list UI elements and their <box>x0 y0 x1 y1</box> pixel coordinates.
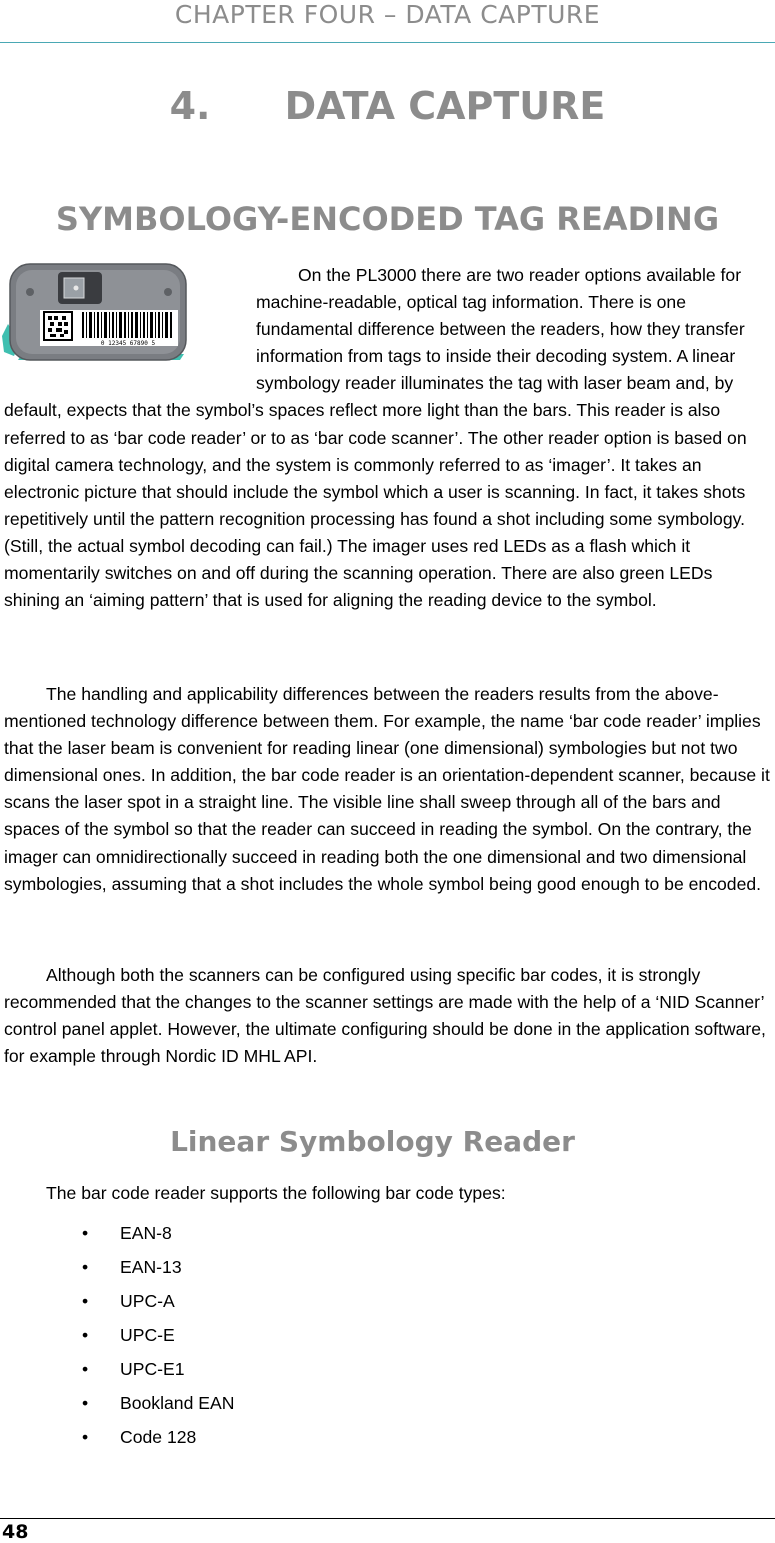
bullet-icon: • <box>82 1291 89 1311</box>
configuration-paragraph-text: Although both the scanners can be configured using specific bar codes, it is strongly recommended that the changes to the scanner settings are made with the help of a ‘NID Scanner’ control panel applet. However, the ultimate configuring should be done in the application software, for example through Nordic ID MHL API. <box>4 965 766 1067</box>
list-item <box>0 1218 234 1252</box>
bullet-icon: • <box>82 1257 89 1277</box>
bullet-icon: • <box>82 1223 89 1243</box>
barcode-digits: 0 12345 67890 5 <box>100 340 156 347</box>
list-item-label: Code 128 <box>120 1427 197 1447</box>
list-item <box>0 1252 234 1286</box>
list-item <box>0 1286 234 1320</box>
chapter-heading <box>0 82 775 130</box>
bullet-icon: • <box>82 1427 89 1447</box>
list-item-label: UPC-E <box>120 1325 175 1345</box>
bullet-icon: • <box>82 1393 89 1413</box>
intro-paragraph <box>4 262 772 614</box>
supported-types-intro <box>4 1180 772 1207</box>
list-item <box>0 1354 234 1388</box>
list-item-label: UPC-E1 <box>120 1359 185 1379</box>
intro-paragraph-text: On the PL3000 there are two reader options available for machine-readable, optical tag information. There is one fundamental difference between the readers, how they transfer information from tags to inside their decoding system. A linear symbology reader illuminates the tag with laser beam and, by default, expects that the symbol’s spaces reflect more light than the bars. This reader is also referred to as ‘bar code reader’ or to as ‘bar code scanner’. The other reader option is based on digital camera technology, and the system is commonly referred to as ‘imager’. It takes an electronic picture that should include the symbol which a user is scanning. In fact, it takes shots repetitively until the pattern recognition processing has found a shot including some symbology. (Still, the actual symbol decoding can fail.) The imager uses red LEDs as a flash which it momentarily switches on and off during the scanning operation. There are also green LEDs shining an ‘aiming pattern’ that is used for aligning the reading device to the symbol. <box>4 265 747 611</box>
header-divider <box>0 42 775 43</box>
differences-paragraph-text: The handling and applicability differences between the readers results from the above-mentioned technology difference between them. For example, the name ‘bar code reader’ implies that the laser beam is convenient for reading linear (one dimensional) symbologies but not two dimensional ones. In addition, the bar code reader is an orientation-dependent scanner, because it scans the laser spot in a straight line. The visible line shall sweep through all of the bars and spaces of the symbol so that the reader can succeed in reading the symbol. On the contrary, the imager can omnidirectionally succeed in reading both the one dimensional and two dimensional symbologies, assuming that a shot includes the whole symbol being good enough to be encoded. <box>4 684 770 894</box>
list-item <box>0 1422 234 1456</box>
bullet-icon: • <box>82 1359 89 1379</box>
subsection-heading: Linear Symbology Reader <box>170 1125 575 1158</box>
running-header: CHAPTER FOUR – DATA CAPTURE <box>174 0 601 29</box>
list-item <box>0 1388 234 1422</box>
chapter-title: DATA CAPTURE <box>284 84 606 128</box>
bullet-icon: • <box>82 1325 89 1345</box>
section-heading: SYMBOLOGY-ENCODED TAG READING <box>55 200 720 238</box>
differences-paragraph <box>4 681 772 898</box>
list-item-label: EAN-8 <box>120 1223 172 1243</box>
list-item <box>0 1320 234 1354</box>
footer-divider <box>0 1518 775 1519</box>
configuration-paragraph <box>4 962 772 1070</box>
list-item-label: UPC-A <box>120 1291 175 1311</box>
barcode-type-list <box>0 1218 234 1456</box>
chapter-number: 4. <box>169 84 211 128</box>
supported-types-intro-text: The bar code reader supports the following bar code types: <box>46 1183 506 1203</box>
page-number: 48 <box>2 1521 29 1543</box>
list-item-label: EAN-13 <box>120 1257 182 1277</box>
list-item-label: Bookland EAN <box>120 1393 235 1413</box>
figure-wrap-spacer <box>4 262 256 397</box>
